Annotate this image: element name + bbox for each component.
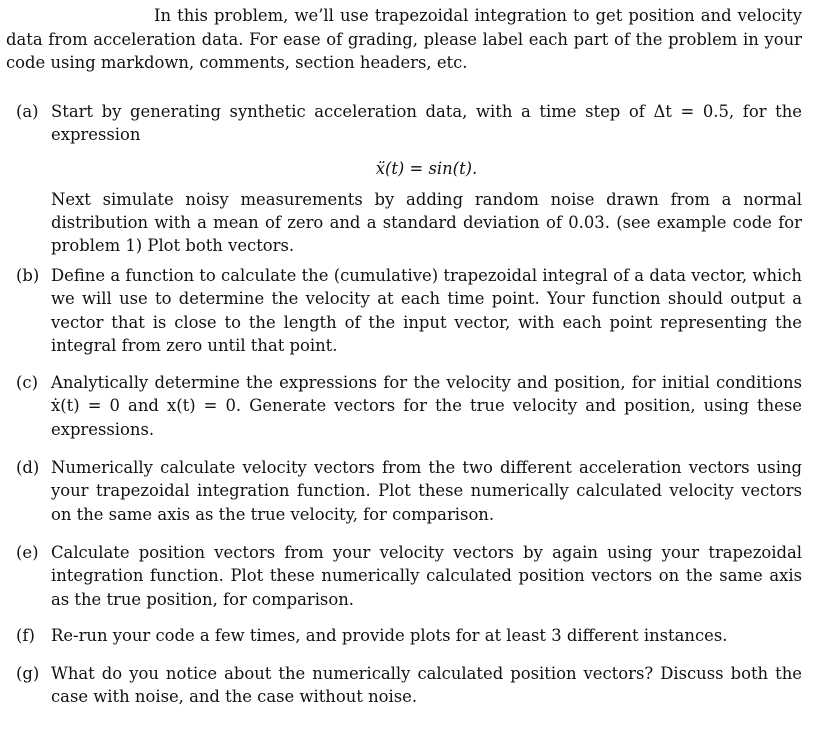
part-label: (a) xyxy=(16,102,39,121)
part-text: Analytically determine the expressions for the velocity and position, for initial conditions ẋ(t) = 0 and x(t) = 0. Generate vectors for the true velocity and position, using these expressions. xyxy=(51,373,802,439)
part-c xyxy=(16,371,802,441)
part-body xyxy=(51,456,802,526)
part-b xyxy=(16,264,802,357)
part-body xyxy=(51,662,802,709)
part-body xyxy=(51,264,802,357)
part-label: (d) xyxy=(16,458,40,477)
part-text: Define a function to calculate the (cumulative) trapezoidal integral of a data vector, which we will use to determine the velocity at each time point. Your function should output a vector that is close to the length of the input vector, with each point representing the integral from zero until that point. xyxy=(51,266,802,355)
part-d xyxy=(16,456,802,526)
part-text: Calculate position vectors from your velocity vectors by again using your trapezoidal integration function. Plot these numerically calculated position vectors on the same axis as the true position, for comparison. xyxy=(51,543,802,609)
part-label: (g) xyxy=(16,664,40,683)
part-body xyxy=(51,100,802,258)
part-text: What do you notice about the numerically calculated position vectors? Discuss both the case with noise, and the case without noise. xyxy=(51,664,802,707)
part-label: (c) xyxy=(16,373,38,392)
part-label: (e) xyxy=(16,543,39,562)
part-text: Re-run your code a few times, and provide plots for at least 3 different instances. xyxy=(51,626,728,645)
part-f xyxy=(16,624,802,647)
part-e xyxy=(16,541,802,611)
intro-paragraph: In this problem, we’ll use trapezoidal integration to get position and velocity data from acceleration data. For ease of grading, please label each part of the problem in your code using markdown, comments, section headers, etc. xyxy=(6,6,802,72)
part-text-continued: Next simulate noisy measurements by adding random noise drawn from a normal distribution with a mean of zero and a standard deviation of 0.03. (see example code for problem 1) Plot both vectors. xyxy=(51,189,802,256)
part-a xyxy=(16,100,802,258)
part-body xyxy=(51,541,802,611)
part-label: (b) xyxy=(16,266,40,285)
part-body xyxy=(51,624,802,647)
part-text: Numerically calculate velocity vectors from the two different acceleration vectors using your trapezoidal integration function. Plot these numerically calculated velocity vectors on the same axis as the true velocity, for comparison. xyxy=(51,458,802,524)
part-text: Start by generating synthetic acceleration data, with a time step of Δt = 0.5, for the expression xyxy=(51,102,802,145)
equation: ẍ(t) = sin(t). xyxy=(375,158,478,178)
part-label: (f) xyxy=(16,626,35,645)
part-body xyxy=(51,371,802,441)
part-g xyxy=(16,662,802,709)
